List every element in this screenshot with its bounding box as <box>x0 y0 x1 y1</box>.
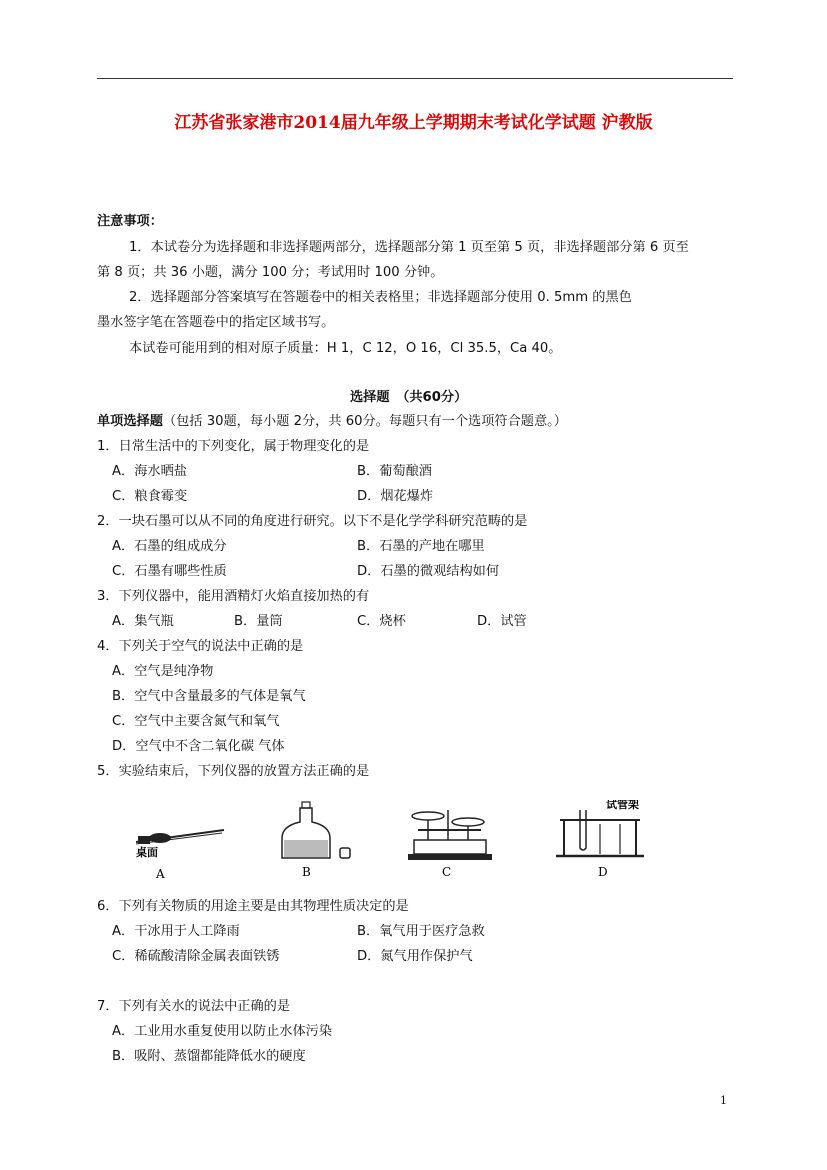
fig-label-d: D <box>598 865 608 879</box>
q5-stem: 5．实验结束后，下列仪器的放置方法正确的是 <box>97 764 370 779</box>
section-intro <box>97 414 567 430</box>
q3-option-d: D．试管 <box>477 614 527 629</box>
section-title: 选择题 （共60分） <box>350 390 468 405</box>
notice-line-2: 第 8 页；共 36 小题，满分 100 分；考试用时 100 分钟。 <box>97 265 444 280</box>
q1-option-a: A．海水晒盐 <box>112 464 187 479</box>
section-intro-bold: 单项选择题 <box>97 414 163 429</box>
q4-option-d: D．空气中不含二氧化碳 气体 <box>112 739 285 754</box>
page-number: 1 <box>720 1094 727 1107</box>
q1-option-c: C．粮食霉变 <box>112 489 188 504</box>
section-intro-rest: （包括 30题，每小题 2分，共 60分。每题只有一个选项符合题意。） <box>162 414 567 429</box>
q3-option-b: B．量筒 <box>234 614 283 629</box>
q1-stem: 1．日常生活中的下列变化，属于物理变化的是 <box>97 439 370 454</box>
q6-stem: 6．下列有关物质的用途主要是由其物理性质决定的是 <box>97 899 409 914</box>
q4-option-c: C．空气中主要含氮气和氧气 <box>112 714 280 729</box>
rack-label: 试管架 <box>606 800 639 811</box>
q7-option-b: B．吸附、蒸馏都能降低水的硬度 <box>112 1049 306 1064</box>
test-tube-rack-drawing <box>556 800 644 879</box>
header-rule <box>97 78 733 79</box>
notice-heading: 注意事项： <box>97 214 163 229</box>
notice-line-4: 墨水签字笔在答题卷中的指定区域书写。 <box>97 315 335 330</box>
desk-label: 桌面 <box>136 846 158 859</box>
balance-drawing <box>408 810 492 879</box>
fig-label-c: C <box>442 865 452 879</box>
q3-stem: 3．下列仪器中，能用酒精灯火焰直接加热的有 <box>97 589 370 604</box>
dropper-on-desk-drawing <box>136 830 224 881</box>
q4-option-b: B．空气中含量最多的气体是氧气 <box>112 689 306 704</box>
q2-option-b: B．石墨的产地在哪里 <box>357 539 485 554</box>
fig-label-a: A <box>156 867 165 881</box>
q2-option-c: C．石墨有哪些性质 <box>112 564 227 579</box>
page-title: 江苏省张家港市2014届九年级上学期期末考试化学试题 沪教版 <box>174 113 653 133</box>
q1-option-d: D．烟花爆炸 <box>357 489 434 504</box>
q6-option-c: C．稀硫酸清除金属表面铁锈 <box>112 949 280 964</box>
notice-line-3: 2．选择题部分答案填写在答题卷中的相关表格里；非选择题部分使用 0. 5mm 的黑色 <box>129 290 632 305</box>
q7-stem: 7．下列有关水的说法中正确的是 <box>97 999 291 1014</box>
q3-option-a: A．集气瓶 <box>112 614 174 629</box>
notice-line-5: 本试卷可能用到的相对原子质量：H 1，C 12，O 16，Cl 35.5，Ca 40。 <box>129 341 562 356</box>
fig-label-b: B <box>302 865 311 879</box>
q1-option-b: B．葡萄酿酒 <box>357 464 432 479</box>
q2-stem: 2．一块石墨可以从不同的角度进行研究。以下不是化学学科研究范畴的是 <box>97 514 528 529</box>
q3-option-c: C．烧杯 <box>357 614 406 629</box>
q6-option-b: B．氧气用于医疗急救 <box>357 924 485 939</box>
q6-option-d: D．氮气用作保护气 <box>357 949 473 964</box>
q2-option-a: A．石墨的组成成分 <box>112 539 227 554</box>
q4-option-a: A．空气是纯净物 <box>112 664 214 679</box>
notice-line-1: 1．本试卷分为选择题和非选择题两部分，选择题部分第 1 页至第 5 页，非选择题部分第 6 页至 <box>129 240 689 255</box>
q2-option-d: D．石墨的微观结构如何 <box>357 564 500 579</box>
q6-option-a: A．干冰用于人工降雨 <box>112 924 240 939</box>
q7-option-a: A．工业用水重复使用以防止水体污染 <box>112 1024 333 1039</box>
q5-figure <box>136 800 676 882</box>
q5-apparatus-svg <box>136 800 676 882</box>
q4-stem: 4．下列关于空气的说法中正确的是 <box>97 639 304 654</box>
reagent-bottle-drawing <box>282 802 350 879</box>
